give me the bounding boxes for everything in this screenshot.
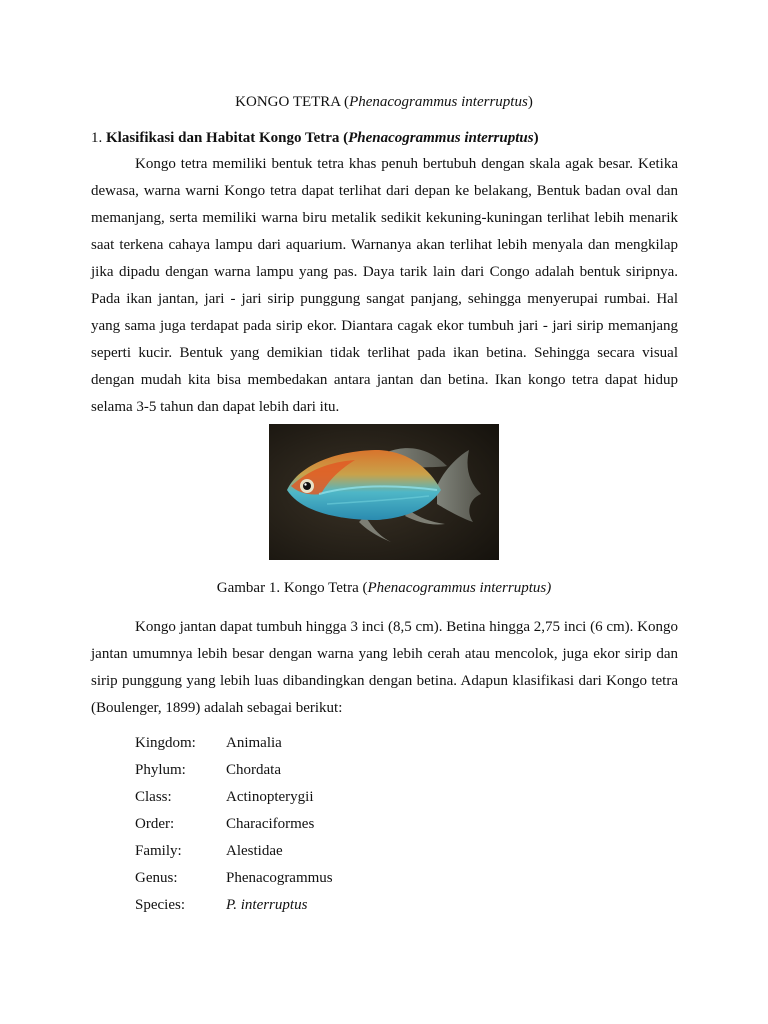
- rank-label: Genus:: [135, 870, 178, 886]
- classification-row-species: [135, 897, 333, 924]
- section-number: 1.: [91, 130, 103, 146]
- classification-row-order: [135, 816, 333, 843]
- classification-row-genus: [135, 870, 333, 897]
- classification-table: [135, 735, 333, 924]
- section-heading: [91, 128, 539, 148]
- rank-label: Order:: [135, 816, 175, 832]
- paragraph-description: Kongo tetra memiliki bentuk tetra khas penuh bertubuh dengan skala agak besar. Ketika dewasa, warna warni Kongo tetra dapat terlihat dari depan ke belakang, Bentuk badan oval dan memanjang, serta memiliki warna biru metalik sedikit kekuning-kuningan terlihat lebih menarik saat terkena cahaya lampu dari aquarium. Warnanya akan terlihat lebih menyala dan mengkilap jika dipadu dengan warna lampu yang pas. Daya tarik lain dari Congo adalah bentuk siripnya. Pada ikan jantan, jari - jari sirip punggung sangat panjang, sehingga menyerupai rumbai. Hal yang sama juga terdapat pada sirip ekor. Diantara cagak ekor tumbuh jari - jari sirip memanjang seperti kucir. Bentuk yang demikian tidak terlihat pada ikan betina. Sehingga secara visual dengan mudah kita bisa membedakan antara jantan dan betina. Ikan kongo tetra dapat hidup selama 3-5 tahun dan dapat lebih dari itu.: [91, 156, 678, 415]
- rank-label: Family:: [135, 843, 182, 859]
- rank-label: Kingdom:: [135, 735, 196, 751]
- rank-value: Phenacogrammus: [226, 870, 333, 886]
- rank-value: Chordata: [226, 762, 281, 778]
- rank-label: Species:: [135, 897, 185, 913]
- title-prefix: KONGO TETRA (: [235, 94, 350, 110]
- classification-row-class: [135, 789, 333, 816]
- rank-value: P. interruptus: [226, 897, 308, 913]
- classification-row-family: [135, 843, 333, 870]
- section-scientific-name: Phenacogrammus interruptus: [348, 130, 534, 146]
- rank-value: Animalia: [226, 735, 282, 751]
- classification-row-kingdom: [135, 735, 333, 762]
- rank-value: Alestidae: [226, 843, 283, 859]
- classification-row-phylum: [135, 762, 333, 789]
- figure-caption: [0, 578, 768, 598]
- caption-scientific-name: Phenacogrammus interruptus): [367, 580, 552, 596]
- rank-value: Characiformes: [226, 816, 315, 832]
- title-suffix: ): [527, 94, 533, 110]
- document-title: [0, 92, 768, 112]
- title-scientific-name: Phenacogrammus interruptus: [349, 94, 528, 110]
- rank-value: Actinopterygii: [226, 789, 314, 805]
- caption-prefix: Gambar 1. Kongo Tetra (: [216, 580, 368, 596]
- rank-label: Phylum:: [135, 762, 186, 778]
- section-heading-text: Klasifikasi dan Habitat Kongo Tetra (: [106, 130, 349, 146]
- fish-illustration: [269, 424, 499, 560]
- kongo-tetra-photo: [269, 424, 499, 560]
- paragraph-size-comparison: Kongo jantan dapat tumbuh hingga 3 inci (8,5 cm). Betina hingga 2,75 inci (6 cm). Kongo jantan umumnya lebih besar dengan warna yang lebih cerah atau mencolok, juga ekor sirip dan sirip punggung yang lebih luas dibandingkan dengan betina. Adapun klasifikasi dari Kongo tetra (Boulenger, 1899) adalah sebagai berikut:: [91, 619, 678, 716]
- rank-label: Class:: [135, 789, 172, 805]
- section-heading-suffix: ): [533, 130, 539, 146]
